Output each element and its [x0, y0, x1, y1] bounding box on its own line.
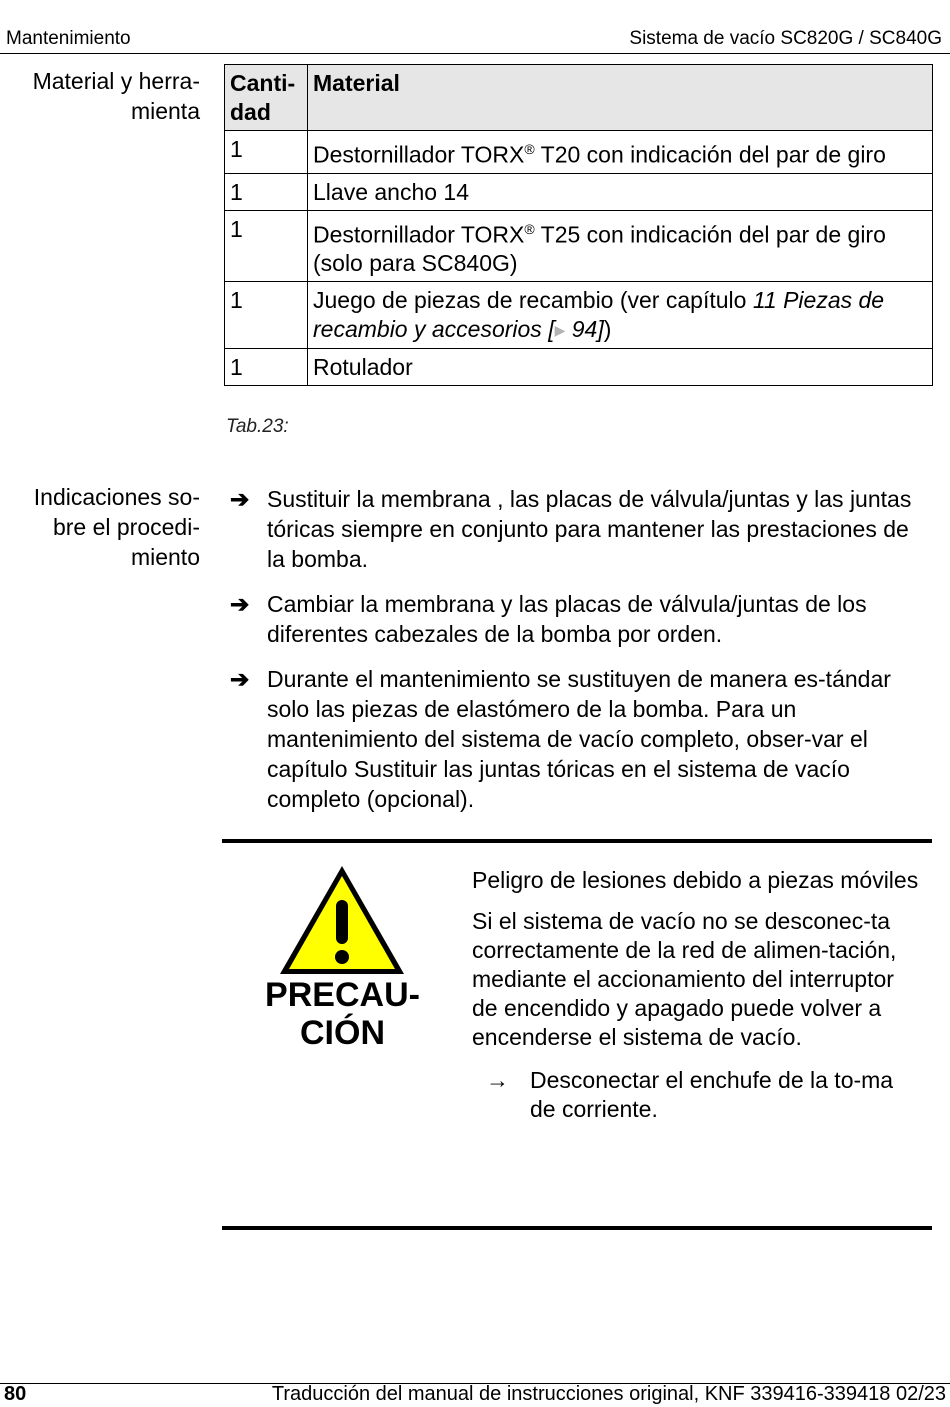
table-row — [225, 282, 933, 349]
table-caption: Tab.23: — [226, 416, 289, 437]
chapter-reference-link[interactable]: 11 Piezas de recambio y accesorios [▶ 94] — [313, 287, 885, 343]
procedure-list — [230, 484, 930, 829]
arrow-icon: ➔ — [230, 591, 250, 617]
warning-triangle-icon — [276, 862, 408, 978]
cell-quantity: 1 — [225, 173, 308, 210]
cell-quantity: 1 — [225, 210, 308, 282]
column-header-quantity: Canti- dad — [225, 65, 308, 131]
warning-body: Si el sistema de vacío no se desconec-ta correctamente de la red de alimen-tación, mediante el accionamiento del interruptor de encendido y apagado puede volver a encenderse el sistema de vacío. — [472, 908, 897, 1050]
cell-material: Juego de piezas de recambio (ver capítulo 11 Piezas de recambio y accesorios [▶ 94]) — [308, 282, 933, 349]
footer-text: Traducción del manual de instrucciones original, KNF 339416-339418 02/23 — [271, 1383, 946, 1405]
arrow-icon: ➔ — [230, 666, 250, 692]
table-row — [225, 131, 933, 174]
cell-material: Rotulador — [308, 349, 933, 386]
cell-material: Llave ancho 14 — [308, 173, 933, 210]
header-section-title: Mantenimiento — [6, 28, 131, 49]
warning-action: → Desconectar el enchufe de la to-ma de corriente. — [486, 1067, 894, 1122]
warning-signal-word: PRECAU- CIÓN — [265, 976, 420, 1052]
warning-text — [472, 866, 922, 1124]
header-product-title: Sistema de vacío SC820G / SC840G — [629, 28, 942, 49]
cell-quantity: 1 — [225, 349, 308, 386]
cell-quantity: 1 — [225, 282, 308, 349]
arrow-icon: ➔ — [230, 486, 250, 512]
header-divider — [0, 53, 950, 54]
cell-quantity: 1 — [225, 131, 308, 174]
list-item: ➔ Durante el mantenimiento se sustituyen de manera es-tándar solo las piezas de elastómero de la bomba. Para un mantenimiento del sistema de vacío completo, obser-var el capítulo Sustituir las juntas tóricas en el sistema de vacío completo (opcional). — [230, 666, 891, 812]
list-item: ➔ Cambiar la membrana y las placas de válvula/juntas de los diferentes cabezales de la bomba por orden. — [230, 591, 867, 647]
warning-top-rule — [222, 839, 932, 843]
arrow-icon: → — [486, 1067, 509, 1093]
cell-material: Destornillador TORX® T20 con indicación del par de giro — [308, 131, 933, 174]
warning-title: Peligro de lesiones debido a piezas móviles — [472, 867, 919, 893]
reference-arrow-icon: ▶ — [554, 322, 566, 339]
material-section-label: Material y herra- mienta — [32, 68, 200, 124]
page-number: 80 — [4, 1383, 27, 1405]
procedure-section-label: Indicaciones so- bre el procedi- miento — [33, 484, 200, 570]
table-row — [225, 173, 933, 210]
table-row — [225, 349, 933, 386]
table-row — [225, 210, 933, 282]
material-table — [224, 64, 933, 386]
column-header-material: Material — [308, 65, 933, 131]
cell-material: Destornillador TORX® T25 con indicación del par de giro (solo para SC840G) — [308, 210, 933, 282]
warning-bottom-rule — [222, 1226, 932, 1230]
list-item: ➔ Sustituir la membrana , las placas de válvula/juntas y las juntas tóricas siempre en conjunto para mantener las prestaciones de la bomba. — [230, 486, 912, 572]
table-header-row — [225, 65, 933, 131]
